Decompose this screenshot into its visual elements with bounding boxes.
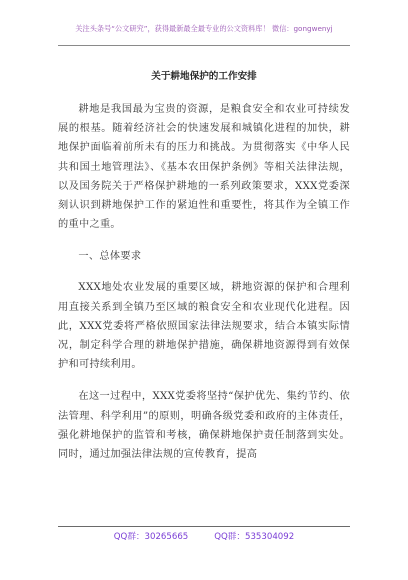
footer-qq-group-1: QQ群：30265665 (113, 532, 189, 542)
paragraph-region: XXX地处农业发展的重要区域，耕地资源的保护和合理利用直接关系到全镇乃至区域的粮食安全和农业现代化进程。因此，XXX党委将严格依照国家法律法规要求，结合本镇实际情况，制定科学合理的耕地保护措施，确保耕地资源得到有效保护和可持续利用。 (58, 282, 350, 371)
header-divider (58, 45, 350, 46)
paragraph-principles: 在这一过程中，XXX党委将坚持“保护优先、集约节约、依法管理、科学利用”的原则，明确各级党委和政府的主体责任，强化耕地保护的监管和考核，确保耕地保护责任制落到实处。同时，通过加强法律法规的宣传教育，提高 (58, 391, 350, 461)
header-banner: 关注头条号“公文研究”，获得最新最全最专业的公文资料库！ 微信：gongwenyj (75, 24, 333, 33)
section-heading-general-requirements: 一、总体要求 (78, 251, 142, 263)
document-body (58, 100, 350, 464)
footer-divider (58, 526, 350, 527)
document-title: 关于耕地保护的工作安排 (151, 71, 257, 82)
footer-contact (0, 531, 408, 543)
footer-qq-group-2: QQ群：535304092 (214, 532, 295, 542)
paragraph-intro: 耕地是我国最为宝贵的资源，是粮食安全和农业可持续发展的根基。随着经济社会的快速发展和城镇化进程的加快，耕地保护面临着前所未有的压力和挑战。为贯彻落实《中华人民共和国土地管理法》、《基本农田保护条例》等相关法律法规，以及国务院关于严格保护耕地的一系列政策要求，XXX党委深刻认识到耕地保护工作的紧迫性和重要性，将其作为全镇工作的重中之重。 (58, 104, 350, 231)
